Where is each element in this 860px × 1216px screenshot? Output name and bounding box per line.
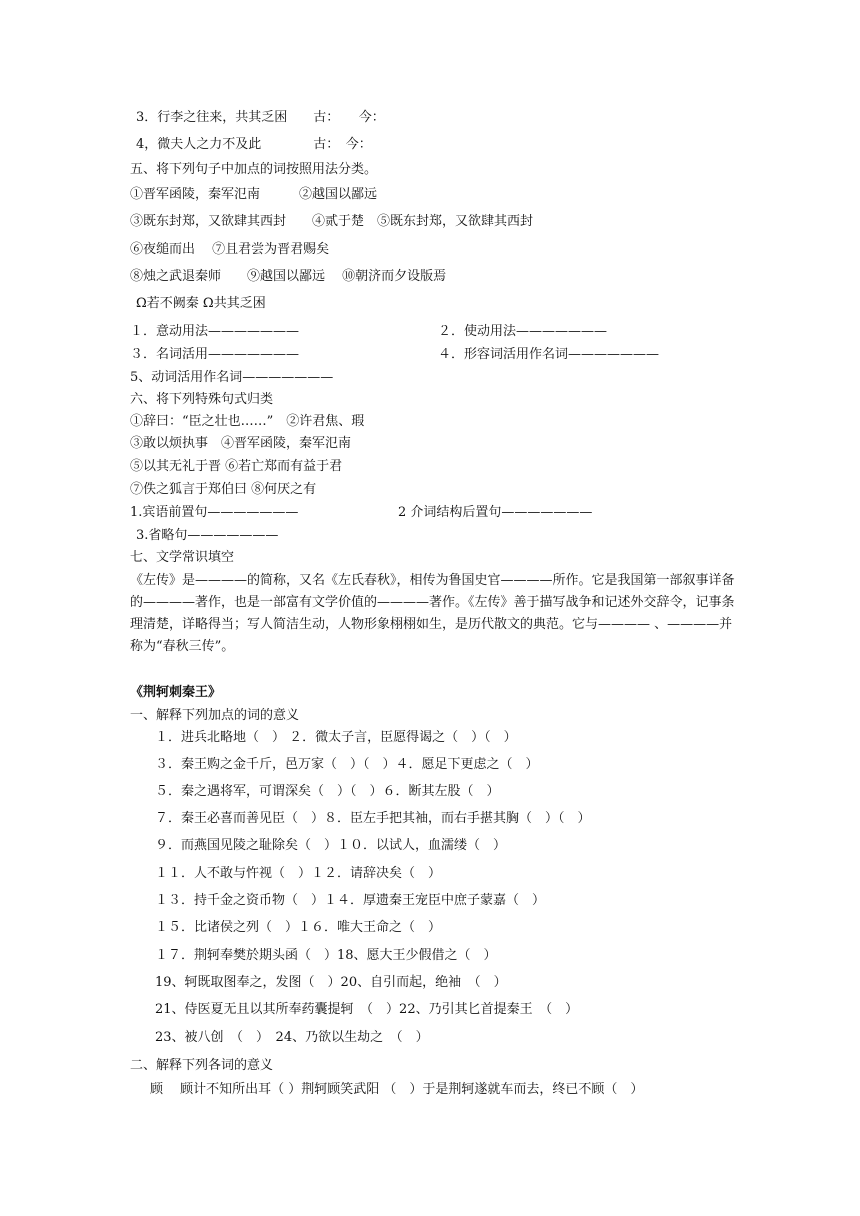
list-item: 23、被八创 （ ） 24、乃欲以生劫之 （ ）	[155, 1030, 429, 1045]
list-item: １７．荆轲奉樊於期头函（ ）18、愿大王少假借之（ ）	[155, 948, 497, 963]
list-item: １．进兵北略地（ ） ２．微太子言，臣愿得谒之（ ）（ ）	[155, 730, 517, 745]
list-item: １３．持千金之资币物（ ）１４．厚遗秦王宠臣中庶子蒙嘉（ ）	[155, 893, 546, 908]
part2-section-2-line-1: 顾 顾计不知所出耳（ ）荆轲顾笑武阳 （ ）于是荆轲遂就车而去，终已不顾（ ）	[150, 1082, 644, 1097]
section-5-row-3: ⑥夜缒而出 ⑦且君尝为晋君赐矣	[130, 242, 330, 257]
line-3: 3．行李之往来，共其乏困 古： 今：	[136, 110, 385, 125]
section-6-row-4: ⑦佚之狐言于郑伯曰 ⑧何厌之有	[130, 482, 317, 497]
section-5-row-5: Ω若不阙秦 Ω共其乏困	[136, 296, 266, 311]
section-5-row-1: ①晋军函陵，秦军氾南 ②越国以鄙远	[130, 187, 378, 202]
type-3: 3.省略句———————	[136, 528, 279, 543]
essay-title: 《荆轲刺秦王》	[130, 685, 222, 700]
category-4: ４．形容词活用作名词———————	[438, 347, 660, 362]
section-5-row-2: ③既东封郑，又欲肆其西封 ④贰于楚 ⑤既东封郑，又欲肆其西封	[130, 214, 534, 229]
line-4: 4，微夫人之力不及此 古： 今：	[136, 137, 372, 152]
section-5-row-4: ⑧烛之武退秦师 ⑨越国以鄙远 ⑩朝济而夕设版焉	[130, 269, 447, 284]
type-1: 1.宾语前置句———————	[130, 505, 299, 520]
section-7-paragraph: 《左传》是————的简称，又名《左氏春秋》，相传为鲁国史官————所作。它是我国第一部叙事详备的————著作，也是一部富有文学价值的————著作。《左传》善于描写战争和记述外交辞令，记事条理清楚，详略得当；写人简洁生动，人物形象栩栩如生，是历代散文的典范。它与———— 、————并称为“春秋三传”。	[130, 573, 735, 654]
category-5: 5、动词活用作名词———————	[130, 370, 334, 385]
list-item: ３．秦王购之金千斤，邑万家（ ）（ ）４．愿足下更虑之（ ）	[155, 757, 539, 772]
part2-section-2-title: 二、解释下列各词的意义	[130, 1058, 274, 1073]
part2-section-1-title: 一、解释下列加点的词的意义	[130, 708, 300, 723]
list-item: ５．秦之遇将军，可谓深矣（ ）（ ）６．断其左股（ ）	[155, 784, 500, 799]
list-item: １１．人不敢与忤视（ ）１２．请辞决矣（ ）	[155, 866, 442, 881]
type-2: 2 介词结构后置句———————	[398, 505, 593, 520]
category-3: ３．名词活用———————	[130, 347, 300, 362]
list-item: 21、侍医夏无且以其所奉药囊提轲 （ ）22、乃引其匕首提秦王 （ ）	[155, 1002, 579, 1017]
category-1: １．意动用法———————	[130, 324, 300, 339]
section-6-row-2: ③敢以烦执事 ④晋军函陵，秦军氾南	[130, 436, 352, 451]
list-item: １５．比诸侯之列（ ）１６．唯大王命之（ ）	[155, 920, 442, 935]
section-7-title: 七、文学常识填空	[130, 550, 235, 565]
section-6-row-3: ⑤以其无礼于晋 ⑥若亡郑而有益于君	[130, 459, 343, 474]
section-6-row-1: ①辞曰：“臣之壮也……” ②许君焦、瑕	[130, 414, 365, 429]
list-item: ９．而燕国见陵之耻除矣（ ）１０．以试人，血濡缕（ ）	[155, 838, 507, 853]
list-item: 19、轲既取图奉之，发图（ ）20、自引而起，绝袖 （ ）	[155, 975, 507, 990]
list-item: ７．秦王必喜而善见臣（ ）８．臣左手把其袖，而右手揕其胸（ ）（ ）	[155, 811, 591, 826]
section-5-title: 五、将下列句子中加点的词按照用法分类。	[130, 162, 378, 177]
category-2: ２．使动用法———————	[438, 324, 608, 339]
section-6-title: 六、将下列特殊句式归类	[130, 392, 274, 407]
